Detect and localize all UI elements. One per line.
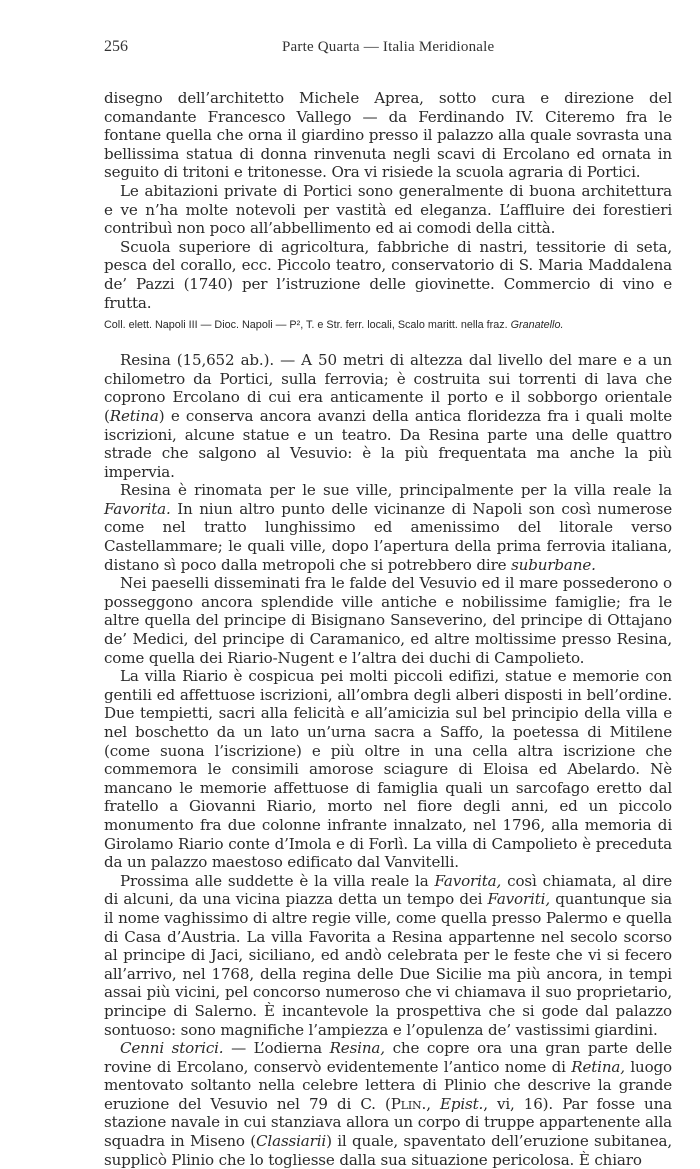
text-run: Resina (15,652 ab.). — A 50 metri di altezza dal livello del mare e a un chilometro da Portici, sulla ferrovia; è costruita sui torrenti di lava che coprono Ercolano di cui era anticamente il porto e il sobborgo orientale ( [104, 351, 672, 425]
paragraph-villa-riario: La villa Riario è cospicua pei molti piccoli edifizi, statue e memorie con gentili ed affettuose iscrizioni, all’ombra degli alberi disposti in bell’ordine. Due tempietti, sacri alla felicità e all’amicizia sul bel principio della villa e nel boschetto da un lato un’urna sacra a Saffo, la poetessa di Mitilene (come suona l’iscrizione) e più oltre in una cella altra iscrizione che commemora le consimili amorose sciagure di Eloisa ed Abelardo. Nè mancano le memorie affettuose di famiglia quali un sarcofago eretto dal fratello a Giovanni Riario, morto nel fiore degli anni, ed un piccolo monumento fra due colonne infrante innalzato, nel 1796, alla memoria di Girolamo Riario conte d’Imola e di Forlì. La villa di Campolieto è preceduta da un palazzo maestoso edificato dal Vanvitelli. [104, 667, 672, 872]
text-run: — L’odierna [223, 1039, 330, 1058]
note-text: Coll. elett. Napoli III — Dioc. Napoli — P², T. e Str. ferr. locali, Scalo maritt. nella fraz. [104, 319, 508, 332]
paragraph-resina-intro [104, 351, 672, 481]
document-page [104, 38, 673, 1169]
page-number: 256 [104, 38, 128, 55]
italic-run: Favoriti, [487, 890, 550, 909]
note-place: Granatello. [510, 319, 564, 332]
text-run: Resina è rinomata per le sue ville, principalmente per la villa reale la [120, 481, 672, 500]
paragraph-resina-villas [104, 481, 672, 574]
paragraph-portici-fountain: disegno dell’architetto Michele Aprea, sotto cura e direzione del comandante Francesco Vallego — da Ferdinando IV. Citeremo fra le fontane quella che orna il giardino presso il palazzo alla quale sovrasta una bellissima statua di donna rinvenuta negli scavi di Ercolano ed ornata in seguito di tritoni e tritonesse. Ora vi risiede la scuola agraria di Portici. [104, 89, 672, 182]
paragraph-vesuvius-villages: Nei paeselli disseminati fra le falde del Vesuvio ed il mare possederono o posseggono ancora splendide ville antiche e nobilissime famiglie; fra le altre quella del principe di Bisignano Sanseverino, del principe di Ottajano de’ Medici, del principe di Caramanico, ed altre moltissime presso Resina, come quella dei Riario-Nugent e l’altra dei duchi di Campolieto. [104, 574, 672, 667]
text-run: ) il quale, spaventato dell’eruzione subitanea, supplicò Plinio che lo togliesse dalla sua situazione pericolosa. È chiaro [104, 1132, 672, 1169]
paragraph-portici-houses: Le abitazioni private di Portici sono generalmente di buona architettura e ve n’ha molte notevoli per vastità ed eleganza. L’affluire dei forestieri contribuì non poco all’abbellimento ed ai comodi della città. [104, 181, 672, 238]
text-run: , [426, 1094, 440, 1113]
text-run: Prossima alle suddette è la villa reale la [120, 871, 435, 890]
smallcaps-run: Plin. [390, 1094, 427, 1113]
paragraph-villa-favorita [104, 872, 672, 1039]
text-run: così chiamata, al dire di alcuni, da una vicina piazza detta un tempo dei [104, 871, 672, 909]
italic-run: Resina, [329, 1039, 385, 1058]
text-run: In niun altro punto delle vicinanze di Napoli son così numerose come nel tratto lunghissimo ed amenissimo del litorale verso Castellammare; le quali ville, dopo l’apertura della prima ferrovia italiana, distano sì poco dalla metropoli che si potrebbero dire [104, 499, 672, 574]
text-run: ) e conserva ancora avanzi della antica floridezza fra i quali molte iscrizioni, alcune statue e un teatro. Da Resina parte una delle quattro strade che salgono al Vesuvio: è la più frequentata ma anche la più impervia. [104, 406, 672, 481]
text-run: luogo mentovato soltanto nella celebre lettera di Plinio che descrive la grande eruzione del Vesuvio nel 79 di C. ( [104, 1057, 672, 1113]
italic-run: Favorita, [434, 871, 502, 890]
administrative-note [104, 317, 672, 333]
text-run: che copre ora una gran parte delle rovine di Ercolano, conservò evidentemente l’antico nome di [104, 1039, 673, 1076]
running-header [104, 38, 672, 56]
italic-run: Cenni storici. [120, 1039, 224, 1058]
italic-run: Classiarii [256, 1132, 327, 1151]
page-body [104, 89, 672, 1169]
text-run: quantunque sia il nome vaghissimo di altre regie ville, come quella presso Palermo e quella di Casa d’Austria. La villa Favorita a Resina appartenne nel secolo scorso al principe di Jaci, siciliano, ed andò celebrata per le feste che vi si fecero all’arrivo, nel 1768, della regina delle Due Sicilie ma più ancora, in tempi assai più vicini, pel concorso numeroso che vi chiamava il suo proprietario, principe di Salerno. È incantevole la prospettiva che si gode dal palazzo sontuoso: sono magnifiche l’ampiezza e l’opulenza de’ vastissimi giardini. [104, 890, 672, 1039]
text-run: , vi, 16). Par fosse una stazione navale in cui stanziava allora un corpo di truppe appartenente alla squadra in Miseno ( [104, 1094, 673, 1151]
italic-run: Retina, [571, 1057, 625, 1076]
italic-run: suburbane. [511, 555, 596, 574]
paragraph-historical-notes [104, 1039, 672, 1169]
italic-run: Retina [109, 406, 159, 425]
paragraph-portici-industry: Scuola superiore di agricoltura, fabbriche di nastri, tessitorie di seta, pesca del corallo, ecc. Piccolo teatro, conservatorio di S. Maria Maddalena de’ Pazzi (1740) per l’istruzione delle giovinette. Commercio di vino e frutta. [104, 237, 672, 312]
italic-run: Epist. [439, 1094, 484, 1113]
running-title: Parte Quarta — Italia Meridionale [282, 39, 495, 55]
italic-run: Favorita. [104, 499, 171, 518]
